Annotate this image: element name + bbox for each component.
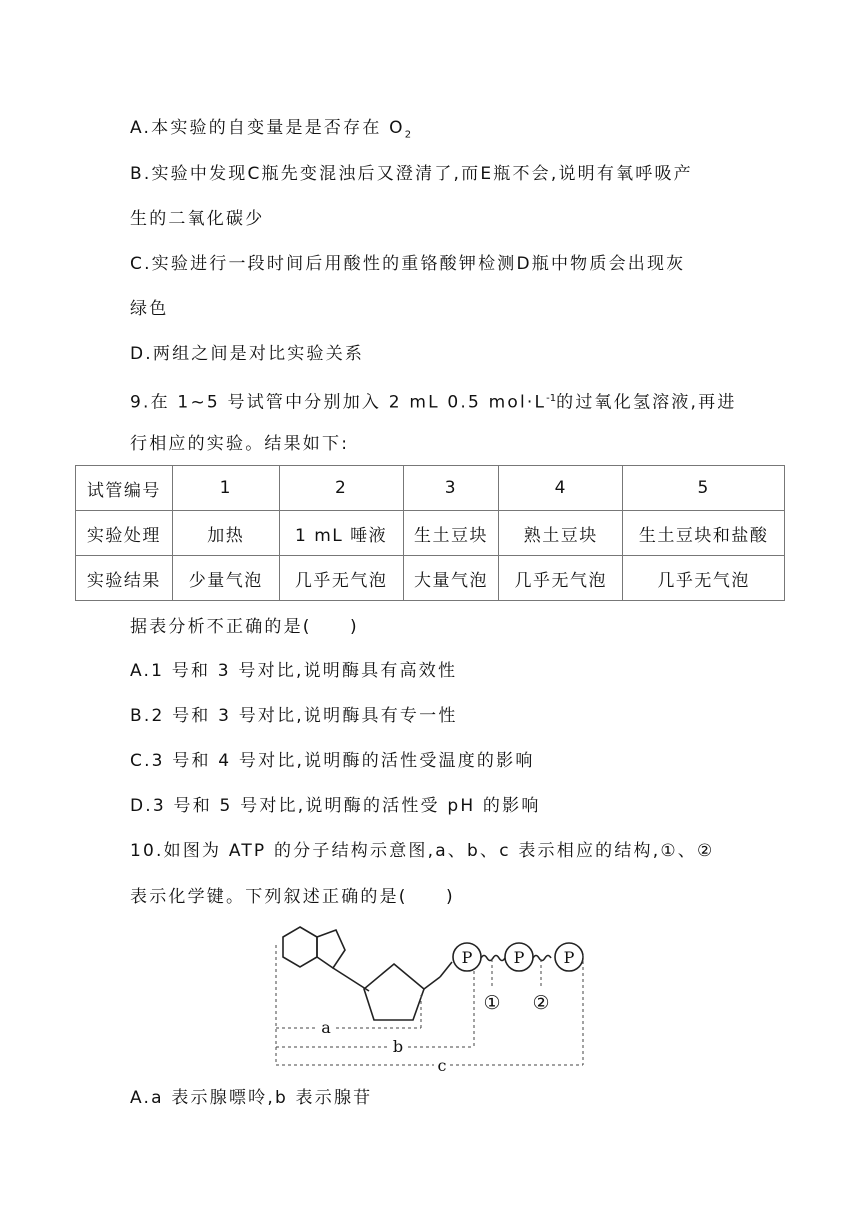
row-header: 实验处理 [76,511,173,556]
q10-option-a: A.a 表示腺嘌呤,b 表示腺苷 [130,1088,373,1108]
q9-option-b: B.2 号和 3 号对比,说明酶具有专一性 [130,706,458,726]
bracket-label-a: a [321,1018,331,1037]
q8-option-b-line1: B.实验中发现C瓶先变混浊后又澄清了,而E瓶不会,说明有氧呼吸产 [130,164,693,184]
table-row [76,511,785,556]
atp-structure-diagram [270,925,590,1075]
table-cell: 几乎无气泡 [499,556,623,601]
high-energy-bond-1 [481,956,505,961]
glycosidic-bond [333,968,369,991]
q9-option-a: A.1 号和 3 号对比,说明酶具有高效性 [130,661,458,681]
q9-stem-line1: 9.在 1~5 号试管中分别加入 2 mL 0.5 $mol\cdot L^{-1}$的过氧化氢溶液,再进 [130,392,737,413]
phosphate-label-2: P [513,948,525,967]
table-cell: 1 [172,466,279,511]
table-cell: 几乎无气泡 [623,556,785,601]
high-energy-bond-2 [533,956,551,961]
ribose-pentagon [364,964,424,1020]
q8-option-c-line1: C.实验进行一段时间后用酸性的重铬酸钾检测D瓶中物质会出现灰 [130,254,686,274]
q8-option-a: A.本实验的自变量是是否存在 $O_2$ [130,118,412,141]
results-table [75,465,785,601]
q8-option-d: D.两组之间是对比实验关系 [130,344,365,364]
ribose-phosphate-bond [424,977,440,989]
table-cell: 生土豆块和盐酸 [623,511,785,556]
table-row [76,466,785,511]
row-header: 试管编号 [76,466,173,511]
table-cell: 生土豆块 [403,511,499,556]
q9-stem-line2: 行相应的实验。结果如下: [130,434,350,454]
table-cell: 大量气泡 [403,556,499,601]
table-cell: 5 [623,466,785,511]
table-cell: 1 mL 唾液 [279,511,403,556]
ribose-phosphate-bond-2 [440,962,452,977]
bond-label-2: ② [532,992,550,1014]
phosphate-label-3: P [563,948,575,967]
q8-option-b-line2: 生的二氧化碳少 [130,209,265,229]
q9-option-d: D.3 号和 5 号对比,说明酶的活性受 pH 的影响 [130,796,541,816]
q9-option-c: C.3 号和 4 号对比,说明酶的活性受温度的影响 [130,751,535,771]
table-cell: 2 [279,466,403,511]
table-cell: 少量气泡 [172,556,279,601]
q10-stem-line1: 10.如图为 ATP 的分子结构示意图,a、b、c 表示相应的结构,①、② [130,841,715,861]
table-cell: 加热 [172,511,279,556]
phosphate-label-1: P [461,948,473,967]
adenine-six-ring [283,927,317,967]
q10-stem-line2: 表示化学键。下列叙述正确的是( ) [130,887,455,907]
q8-option-c-line2: 绿色 [130,299,169,319]
table-cell: 3 [403,466,499,511]
bond-label-1: ① [483,992,501,1014]
table-row [76,556,785,601]
adenine-five-ring [317,930,345,968]
table-cell: 几乎无气泡 [279,556,403,601]
q9-question: 据表分析不正确的是( ) [130,617,359,637]
row-header: 实验结果 [76,556,173,601]
bracket-label-c: c [437,1056,447,1075]
bracket-label-b: b [392,1037,404,1056]
table-cell: 4 [499,466,623,511]
table-cell: 熟土豆块 [499,511,623,556]
